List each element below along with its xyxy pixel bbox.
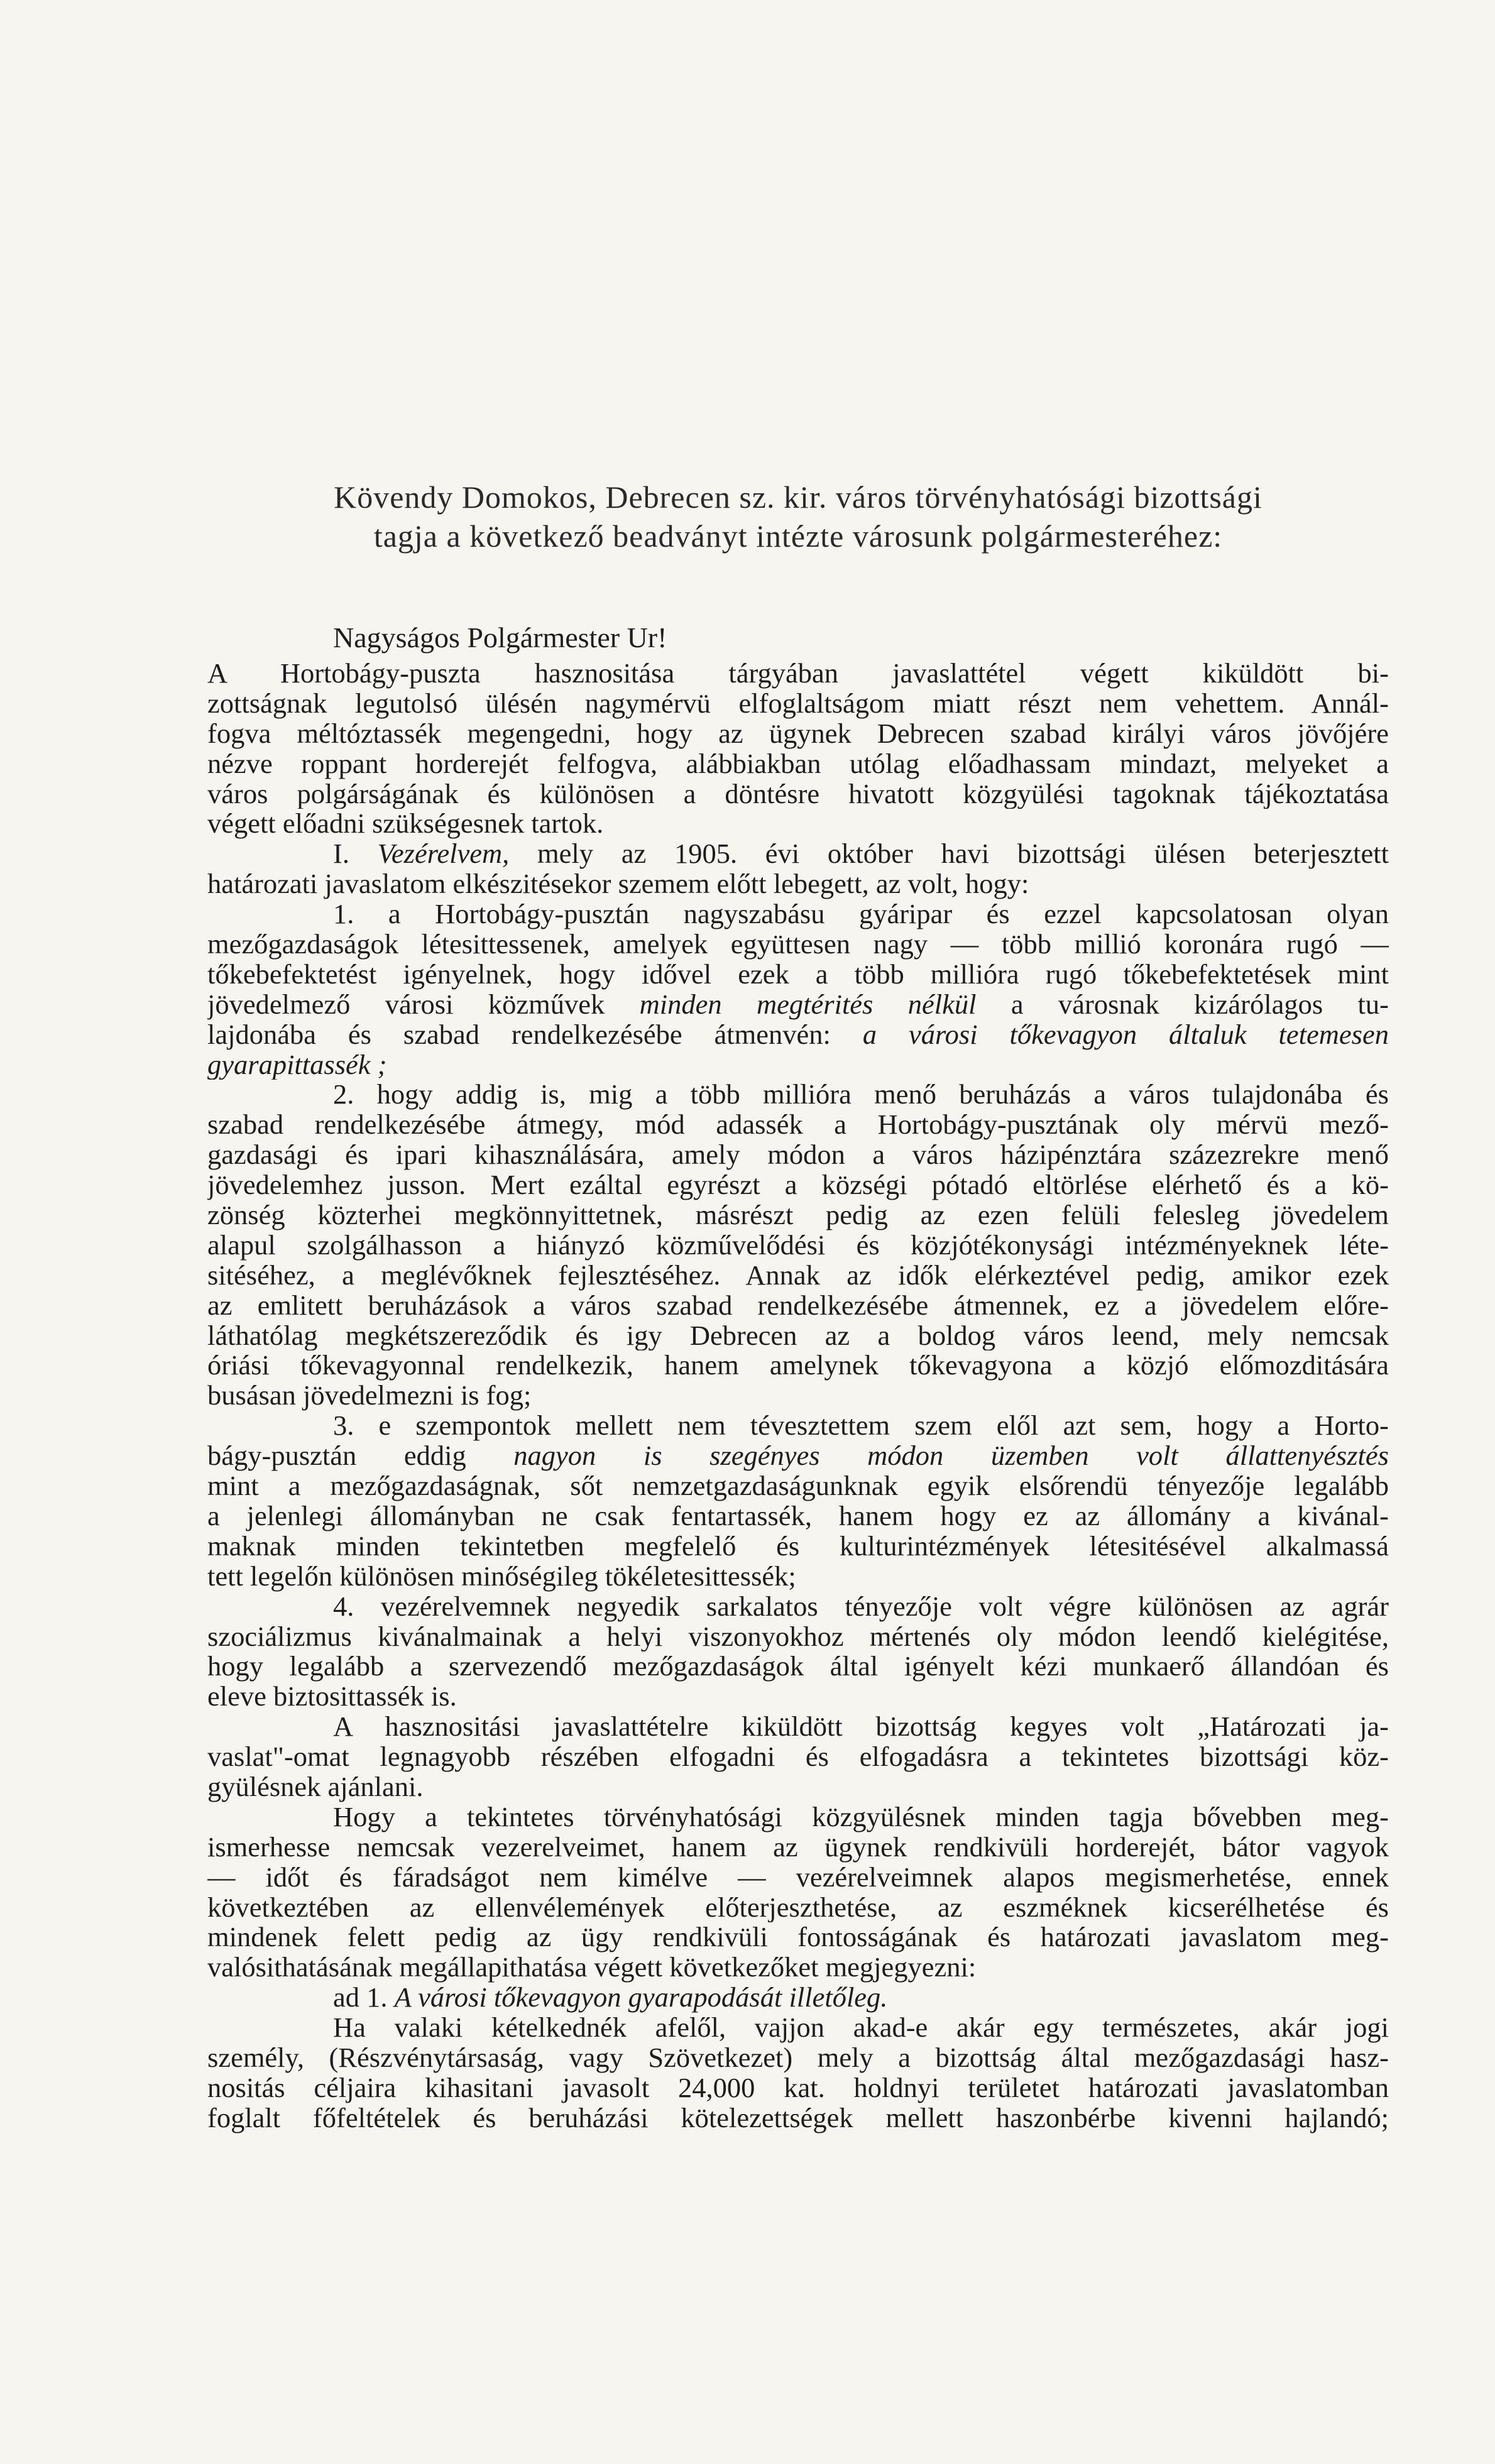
- text-line: gyarapittassék ;: [207, 1049, 387, 1080]
- text-segment: a városnak kizárólagos tu-: [976, 989, 1389, 1020]
- italic-phrase: A városi tőkevagyon gyarapodását illetőleg.: [394, 1983, 888, 2013]
- text-line: alapul szolgálhasson a hiányzó közművelődési és közjótékonysági intézményeknek léte-: [207, 1230, 1389, 1261]
- text-line: hogy legalább a szervezendő mezőgazdaságok által igényelt kézi munkaerő állandóan és: [207, 1651, 1389, 1682]
- text-line: valósithatásának megállapithatása végett következőket megjegyezni:: [207, 1952, 977, 1983]
- italic-phrase: Vezérelvem,: [377, 839, 510, 870]
- text-line: fogva méltóztassék megengedni, hogy az ügynek Debrecen szabad királyi város jövőjére: [207, 718, 1389, 749]
- italic-phrase: a városi tőkevagyon általuk tetemesen: [862, 1019, 1389, 1050]
- text-line: Ha valaki kételkednék afelől, vajjon akad-e akár egy természetes, akár jogi: [333, 2013, 1389, 2043]
- text-line: [207, 1441, 1389, 1471]
- text-line: határozati javaslatom elkészitésekor szemem előtt lebegett, az volt, hogy:: [207, 869, 1029, 900]
- text-line: a jelenlegi állományban ne csak fentartassék, hanem hogy ez az állomány a kivánal-: [207, 1501, 1389, 1531]
- text-line: [207, 1983, 1389, 2013]
- text-line: személy, (Részvénytársaság, vagy Szövetkezet) mely a bizottság által mezőgazdasági hasz-: [207, 2042, 1389, 2073]
- text-line: ismerhesse nemcsak vezerelveimet, hanem az ügynek rendkivüli horderejét, bátor vagyok: [207, 1832, 1389, 1863]
- text-line: láthatólag megkétszereződik és igy Debrecen az a boldog város leend, mely nemcsak: [207, 1320, 1389, 1351]
- text-line: maknak minden tekintetben megfelelő és kulturintézmények létesitésével alkalmassá: [207, 1531, 1389, 1562]
- heading-line: Kövendy Domokos, Debrecen sz. kir. város törvényhatósági bizottsági: [334, 479, 1262, 515]
- text-line: 1. a Hortobágy-pusztán nagyszabásu gyáripar és ezzel kapcsolatosan olyan: [333, 899, 1389, 930]
- text-line: mindenek felett pedig az ügy rendkivüli fontosságának és határozati javaslatom meg-: [207, 1922, 1389, 1953]
- text-line: foglalt főfeltételek és beruházási kötelezettségek mellett haszonbérbe kivenni hajlandó;: [207, 2103, 1389, 2133]
- text-line: gazdasági és ipari kihasználására, amely módon a város házipénztára százezrekre menő: [207, 1140, 1389, 1171]
- text-line: vaslat"-omat legnagyobb részében elfogadni és elfogadásra a tekintetes bizottsági köz-: [207, 1742, 1389, 1772]
- text-line: jövedelemhez jusson. Mert ezáltal egyrészt a községi pótadó eltörlése elérhető és a kö-: [207, 1170, 1389, 1201]
- text-line: eleve biztosittassék is.: [207, 1682, 457, 1712]
- text-line: következtében az ellenvélemények előterjeszthetése, az eszméknek kicserélhetése és: [207, 1892, 1389, 1923]
- text-segment: bágy-pusztán eddig: [207, 1441, 514, 1472]
- text-line: busásan jövedelmezni is fog;: [207, 1381, 532, 1411]
- text-line: zottságnak legutolsó ülésén nagymérvü elfoglaltságom miatt részt nem vehettem. Annál-: [207, 688, 1389, 719]
- letter-body: [207, 659, 1389, 2133]
- italic-phrase: nagyon is szegényes módon üzemben volt állattenyésztés: [513, 1441, 1389, 1472]
- document-heading: [207, 478, 1389, 556]
- text-line: sitéséhez, a meglévőknek fejlesztéséhez. Annak az idők elérkeztével pedig, amikor ezek: [207, 1260, 1389, 1291]
- text-line: 3. e szempontok mellett nem tévesztettem szem elől azt sem, hogy a Horto-: [333, 1411, 1389, 1442]
- heading-line: tagja a következő beadványt intézte városunk polgármesteréhez:: [373, 518, 1223, 554]
- text-line: tett legelőn különösen minőségileg tökéletesittessék;: [207, 1561, 796, 1592]
- text-line: — időt és fáradságot nem kimélve — vezérelveimnek alapos megismerhetése, ennek: [207, 1862, 1389, 1893]
- text-line: A hasznositási javaslattételre kiküldött bizottság kegyes volt „Határozati ja-: [333, 1712, 1389, 1743]
- text-segment: mely az 1905. évi október havi bizottsági ülésen beterjesztett: [509, 839, 1389, 870]
- text-line: város polgárságának és különösen a döntésre hivatott közgyülési tagoknak tájékoztatása: [207, 779, 1389, 809]
- document-page: [207, 0, 1389, 2464]
- text-line: Hogy a tekintetes törvényhatósági közgyülésnek minden tagja bővebben meg-: [333, 1802, 1389, 1832]
- text-segment: ad 1.: [333, 1983, 395, 2013]
- text-line: zönség közterhei megkönnyittetnek, másrészt pedig az ezen felüli felesleg jövedelem: [207, 1200, 1389, 1230]
- text-line: az emlitett beruházások a város szabad rendelkezésébe átmennek, ez a jövedelem előre-: [207, 1290, 1389, 1321]
- text-line: gyülésnek ajánlani.: [207, 1771, 424, 1802]
- text-line: szociálizmus kivánalmainak a helyi viszonyokhoz mértenés oly módon leendő kielégitése,: [207, 1621, 1389, 1652]
- text-line: mint a mezőgazdaságnak, sőt nemzetgazdaságunknak egyik elsőrendü tényezője legalább: [207, 1471, 1389, 1501]
- text-line: tőkebefektetést igényelnek, hogy idővel ezek a több millióra rugó tőkebefektetések mint: [207, 959, 1389, 990]
- text-line: 2. hogy addig is, mig a több millióra menő beruházás a város tulajdonába és: [333, 1080, 1389, 1110]
- text-line: [207, 1020, 1389, 1050]
- section-number: I.: [333, 839, 378, 870]
- text-line: nositás céljaira kihasitani javasolt 24,000 kat. holdnyi területet határozati javaslatomban: [207, 2072, 1389, 2103]
- salutation: Nagyságos Polgármester Ur!: [333, 621, 667, 654]
- text-line: mezőgazdaságok létesittessenek, amelyek együttesen nagy — több millió koronára rugó —: [207, 929, 1389, 960]
- text-segment: lajdonába és szabad rendelkezésébe átmenvén:: [207, 1019, 863, 1050]
- text-line: 4. vezérelvemnek negyedik sarkalatos tényezője volt végre különösen az agrár: [333, 1591, 1389, 1622]
- text-line: [207, 839, 1389, 869]
- text-line: nézve roppant horderejét felfogva, alábbiakban utólag előadhassam mindazt, melyeket a: [207, 748, 1389, 779]
- text-line: szabad rendelkezésébe átmegy, mód adassék a Hortobágy-pusztának oly mérvü mező-: [207, 1110, 1389, 1141]
- text-line: óriási tőkevagyonnal rendelkezik, hanem amelynek tőkevagyona a közjó előmozditására: [207, 1350, 1389, 1381]
- text-line: végett előadni szükségesnek tartok.: [207, 809, 604, 840]
- text-segment: jövedelmező városi közművek: [207, 989, 640, 1020]
- text-line: [207, 990, 1389, 1020]
- text-line: A Hortobágy-puszta hasznositása tárgyában javaslattétel végett kiküldött bi-: [207, 659, 1389, 689]
- italic-phrase: minden megtérités nélkül: [639, 989, 977, 1020]
